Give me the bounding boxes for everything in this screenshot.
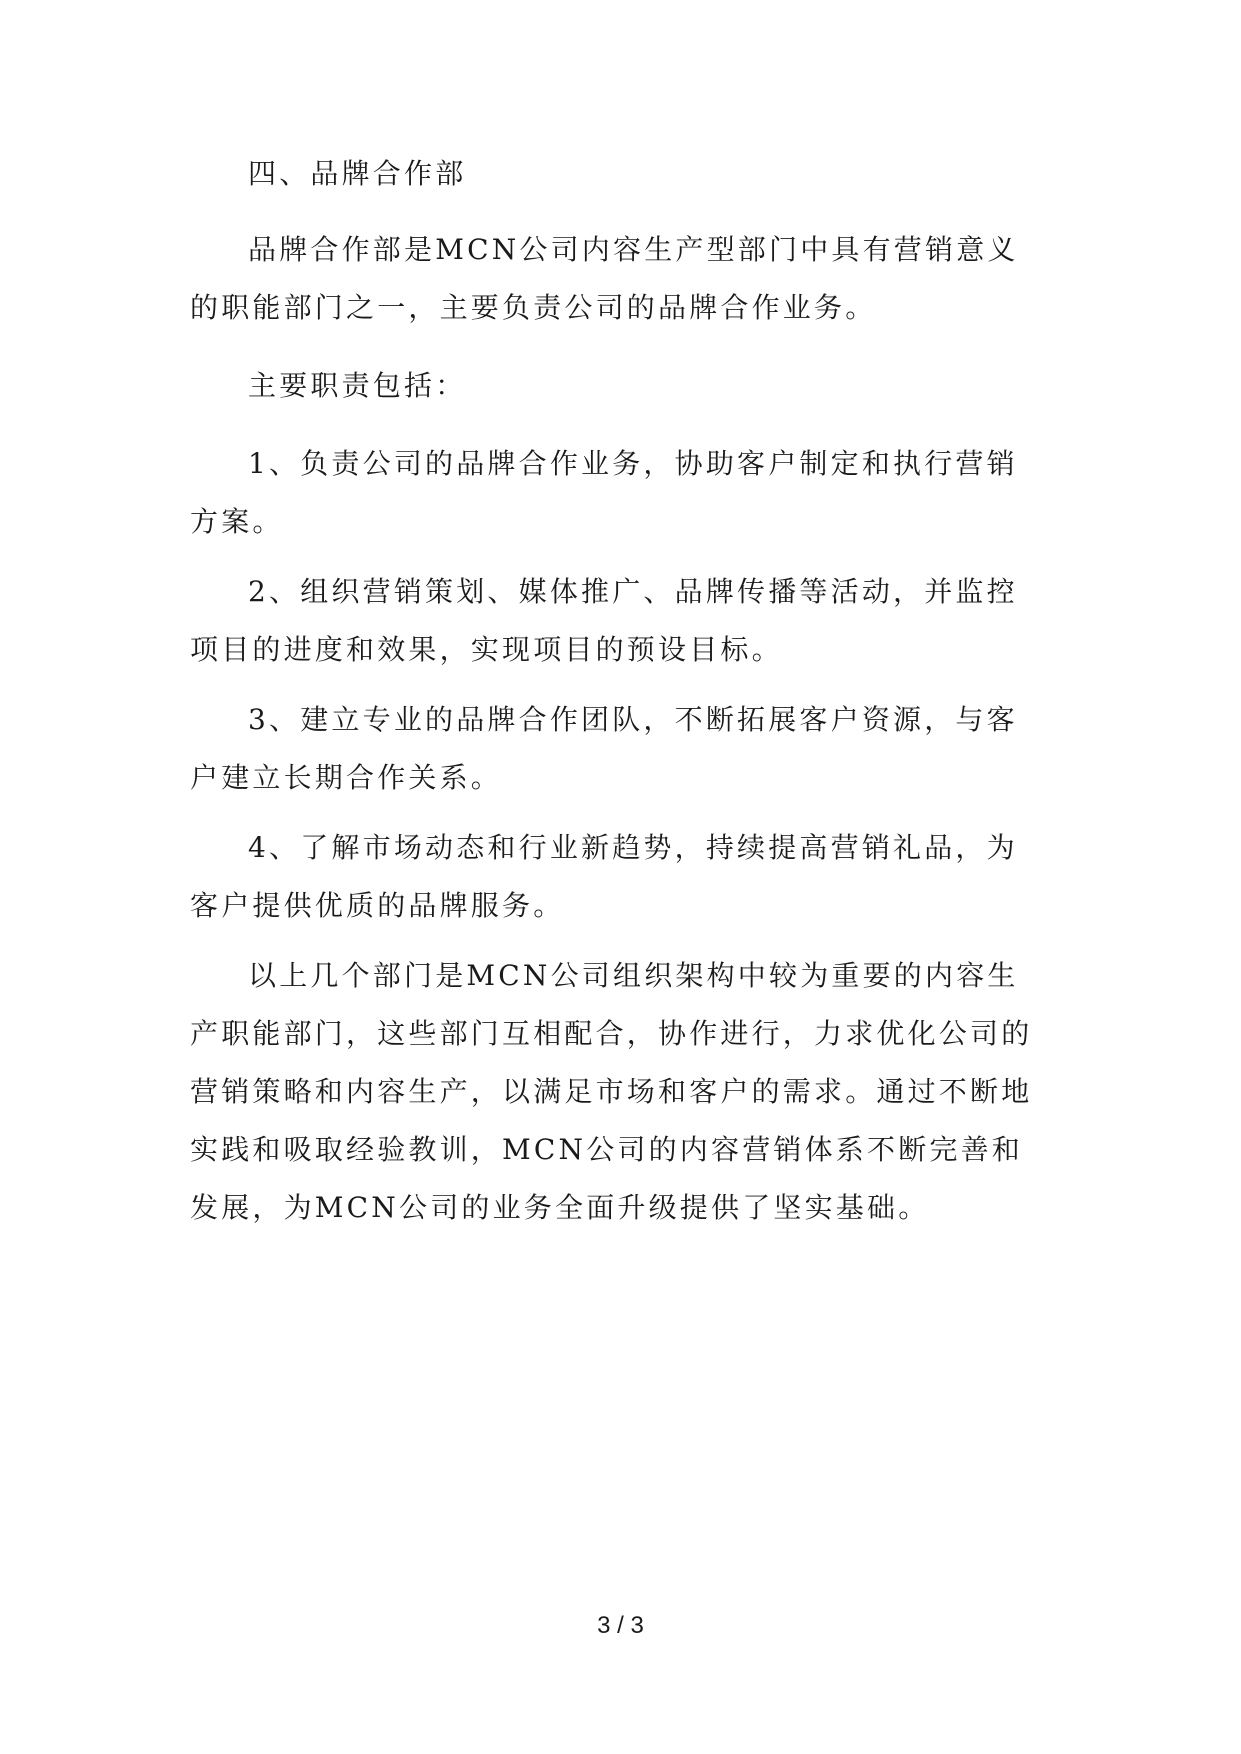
summary-paragraph: 以上几个部门是MCN公司组织架构中较为重要的内容生产职能部门，这些部门互相配合，协作进行，力求优化公司的营销策略和内容生产，以满足市场和客户的需求。通过不断地实践和吸取经验教训，MCN公司的内容营销体系不断完善和发展，为MCN公司的业务全面升级提供了坚实基础。 [190, 959, 1033, 1224]
page-number: 3 / 3 [597, 1612, 644, 1639]
duty-item-1: 1、负责公司的品牌合作业务，协助客户制定和执行营销方案。 [190, 447, 1018, 538]
duty-item-2: 2、组织营销策划、媒体推广、品牌传播等活动，并监控项目的进度和效果，实现项目的预设目标。 [190, 575, 1018, 666]
duty-item-4: 4、了解市场动态和行业新趋势，持续提高营销礼品，为客户提供优质的品牌服务。 [190, 831, 1018, 922]
duty-item-3: 3、建立专业的品牌合作团队，不断拓展客户资源，与客户建立长期合作关系。 [190, 703, 1018, 794]
section-heading: 四、品牌合作部 [248, 157, 467, 190]
intro-paragraph: 品牌合作部是MCN公司内容生产型部门中具有营销意义的职能部门之一，主要负责公司的品牌合作业务。 [190, 233, 1019, 324]
duties-label: 主要职责包括： [248, 369, 467, 402]
document-body [190, 145, 1046, 1257]
